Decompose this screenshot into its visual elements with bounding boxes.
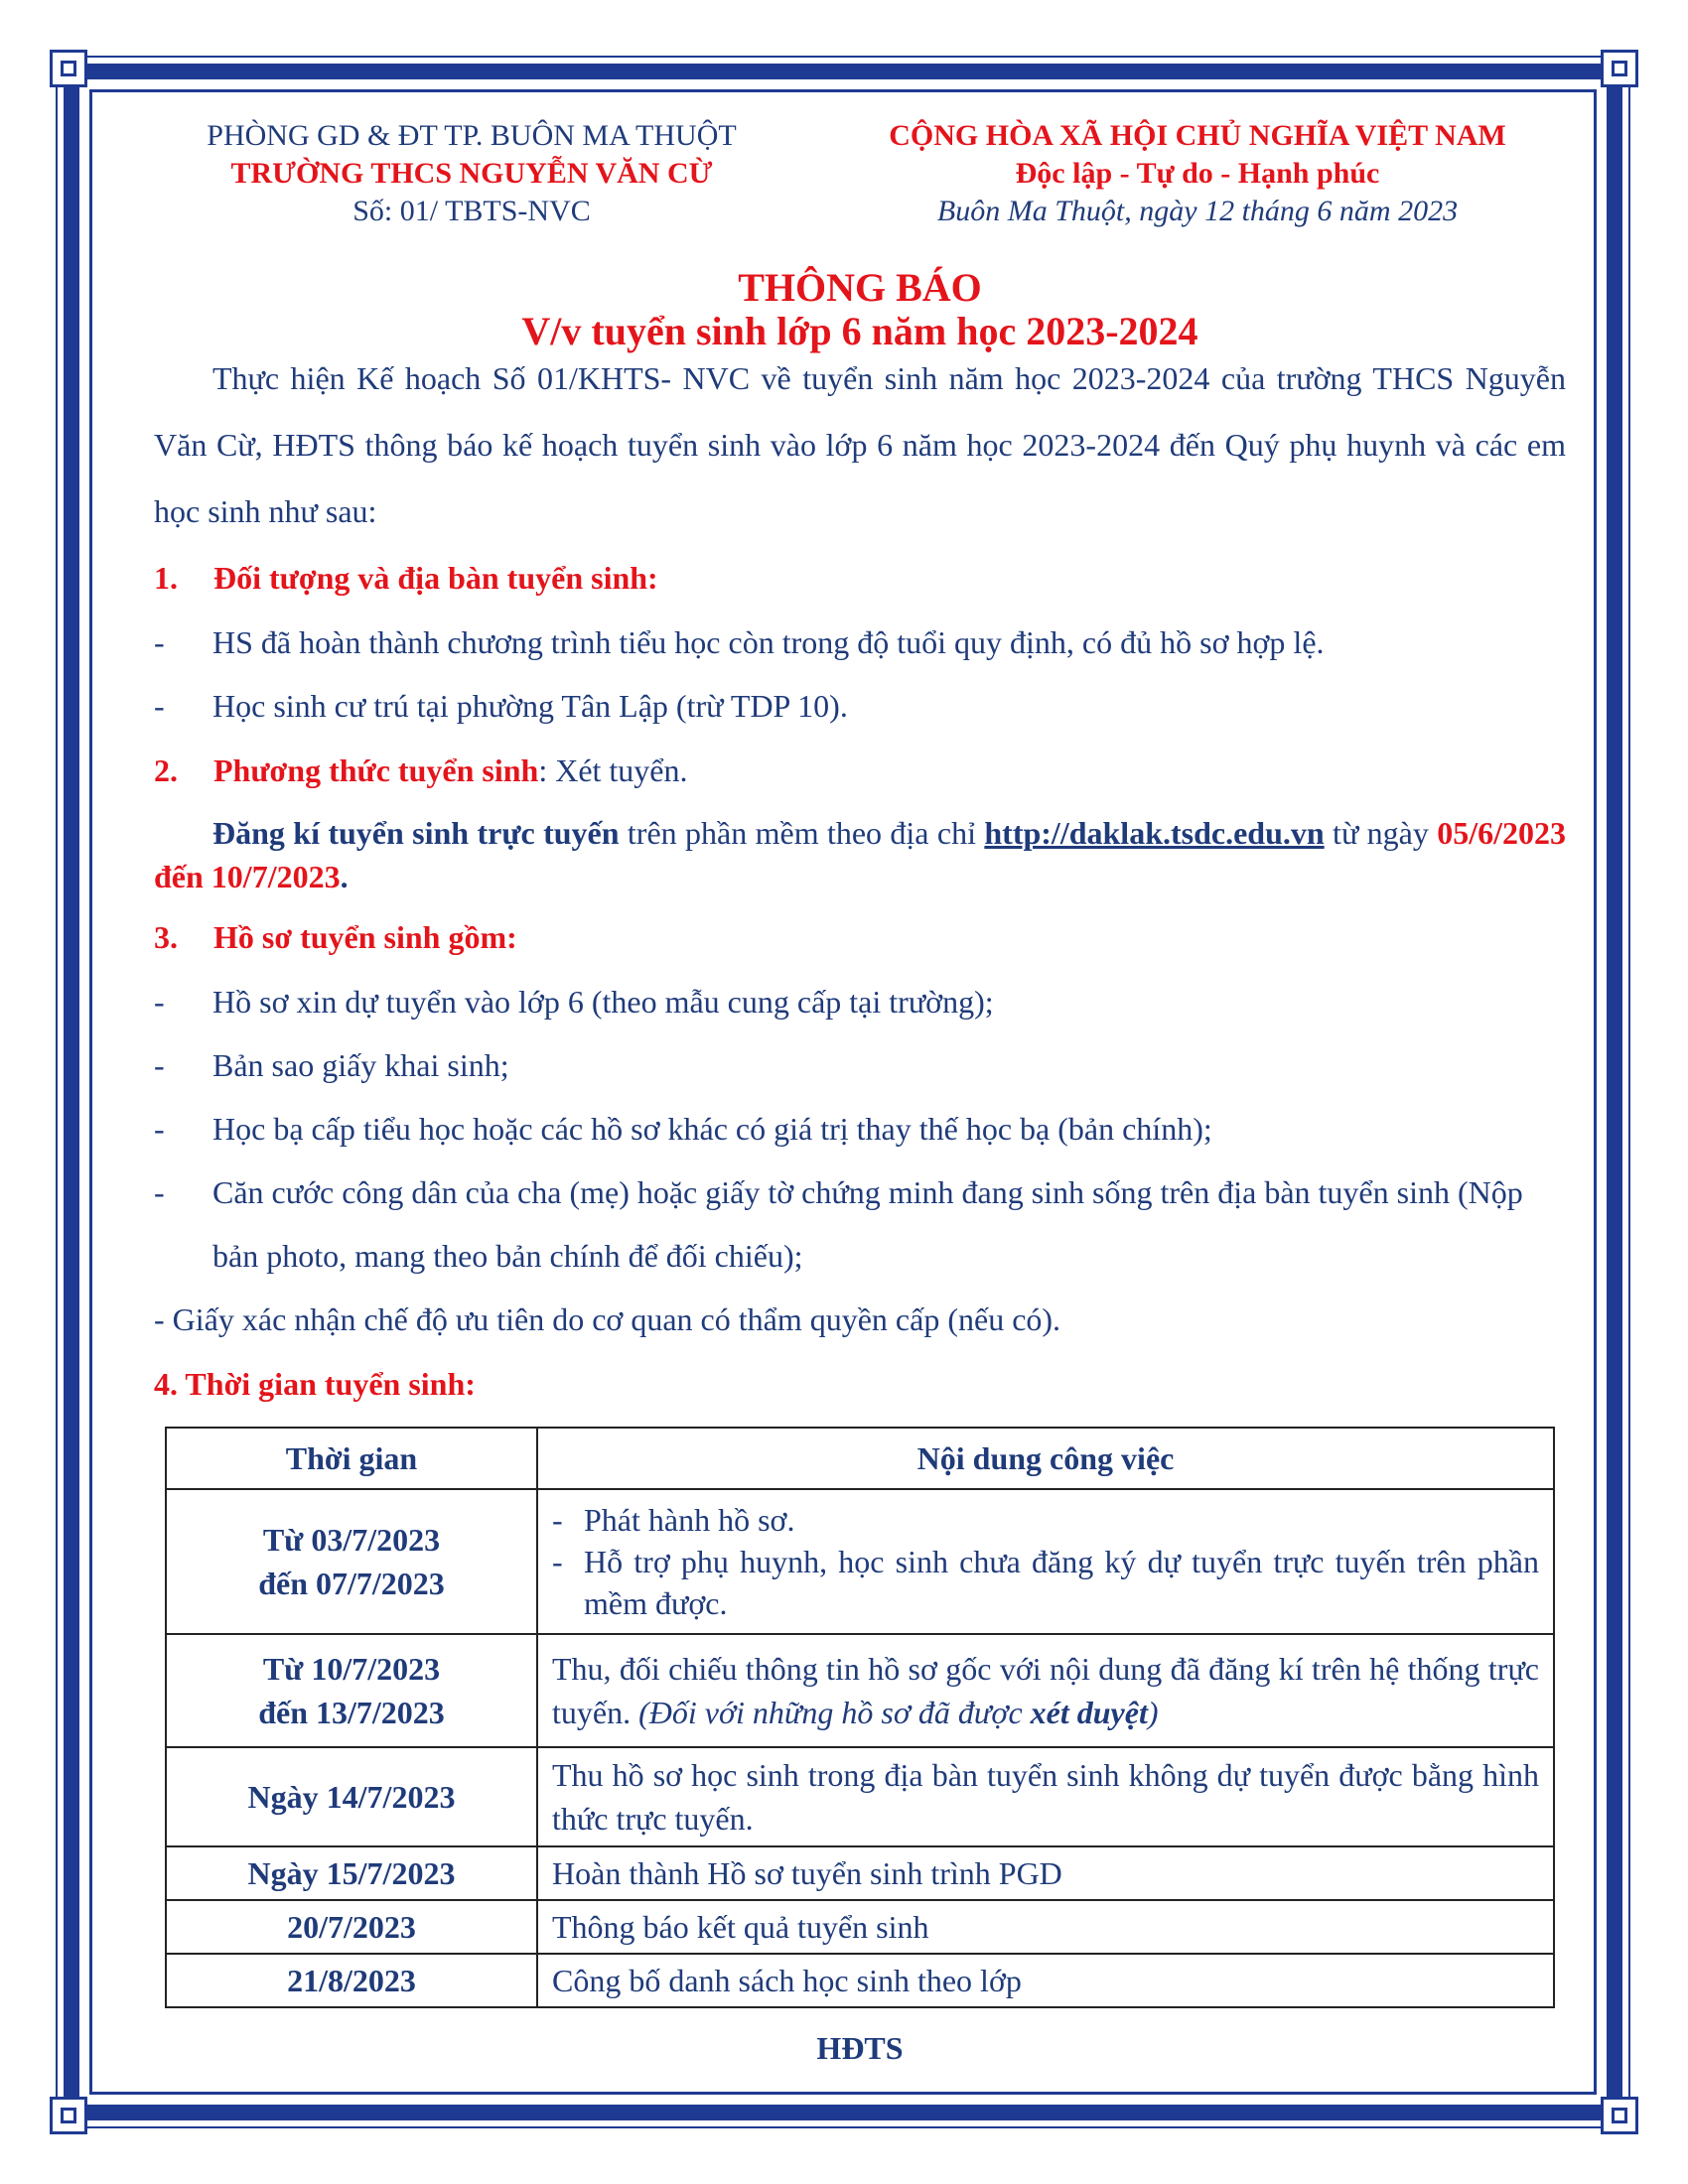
list-item: - HS đã hoàn thành chương trình tiểu học còn trong độ tuổi quy định, có đủ hồ sơ hợp lệ. bbox=[154, 624, 1325, 660]
time-line: Từ 10/7/2023 bbox=[262, 1651, 441, 1687]
content-bullet-text: Phát hành hồ sơ. bbox=[584, 1502, 795, 1538]
content-bullet-text: Hỗ trợ phụ huynh, học sinh chưa đăng ký dự tuyển trực tuyến trên phần mềm được. bbox=[584, 1544, 1539, 1621]
corner-ornament-top-left bbox=[50, 50, 87, 87]
list-item: - Học bạ cấp tiểu học hoặc các hồ sơ khác có giá trị thay thế học bạ (bản chính); bbox=[154, 1111, 1212, 1147]
list-item-text: Căn cước công dân của cha (mẹ) hoặc giấy tờ chứng minh đang sinh sống trên địa bàn tuyển sinh (Nộp bản photo, mang theo bản chính để đối chiếu); bbox=[212, 1174, 1523, 1274]
place-date: Buôn Ma Thuột, ngày 12 tháng 6 năm 2023 bbox=[936, 195, 1459, 227]
column-header-time: Thời gian bbox=[166, 1428, 537, 1489]
time-line: Từ 03/7/2023 bbox=[262, 1522, 441, 1558]
country-name: CỘNG HÒA XÃ HỘI CHỦ NGHĨA VIỆT NAM bbox=[889, 119, 1506, 152]
content-text: Thu, đối chiếu thông tin hồ sơ gốc với nội dung đã đăng kí trên hệ thống trực tuyến. bbox=[552, 1651, 1539, 1730]
content-bullet: - Hỗ trợ phụ huynh, học sinh chưa đăng ký dự tuyển trực tuyến trên phần mềm được. bbox=[552, 1544, 1539, 1621]
content-cell: Thông báo kết quả tuyển sinh bbox=[537, 1900, 1554, 1954]
school-name: TRƯỜNG THCS NGUYỄN VĂN CỪ bbox=[230, 157, 713, 190]
title-main: THÔNG BÁO bbox=[738, 265, 982, 310]
signature-label: HĐTS bbox=[816, 2030, 904, 2066]
corner-ornament-top-right bbox=[1601, 50, 1638, 87]
content-note-end: ) bbox=[1147, 1695, 1159, 1730]
table-row bbox=[166, 1846, 1554, 1900]
table-header-row bbox=[166, 1428, 1554, 1489]
list-item-text: Học sinh cư trú tại phường Tân Lập (trừ TDP 10). bbox=[212, 688, 848, 724]
corner-ornament-bottom-right bbox=[1601, 2097, 1638, 2134]
document-header bbox=[154, 117, 1566, 236]
corner-ornament-bottom-left bbox=[50, 2097, 87, 2134]
table-row bbox=[166, 1489, 1554, 1634]
content-cell: Công bố danh sách học sinh theo lớp bbox=[537, 1954, 1554, 2007]
list-item: - Học sinh cư trú tại phường Tân Lập (trừ TDP 10). bbox=[154, 688, 848, 724]
department-name: PHÒNG GD & ĐT TP. BUÔN MA THUỘT bbox=[207, 119, 737, 152]
section-1-title: Đối tượng và địa bàn tuyển sinh: bbox=[213, 560, 658, 596]
registration-label: Đăng kí tuyển sinh trực tuyến bbox=[212, 815, 620, 851]
registration-end: . bbox=[340, 859, 349, 894]
time-cell: 21/8/2023 bbox=[166, 1954, 537, 2007]
content-cell: Hoàn thành Hồ sơ tuyển sinh trình PGD bbox=[537, 1846, 1554, 1900]
time-cell: 20/7/2023 bbox=[166, 1900, 537, 1954]
list-item-text: Hồ sơ xin dự tuyển vào lớp 6 (theo mẫu cung cấp tại trường); bbox=[212, 984, 994, 1020]
list-item: - Bản sao giấy khai sinh; bbox=[154, 1047, 509, 1083]
table-row bbox=[166, 1900, 1554, 1954]
list-item: - Căn cước công dân của cha (mẹ) hoặc giấy tờ chứng minh đang sinh sống trên địa bàn tuyển sinh (Nộp bản photo, mang theo bản chính để đối chiếu); bbox=[154, 1174, 1523, 1274]
column-header-content: Nội dung công việc bbox=[537, 1428, 1554, 1489]
issuer-block bbox=[154, 117, 789, 230]
time-cell: Ngày 14/7/2023 bbox=[166, 1747, 537, 1846]
list-item-text: Học bạ cấp tiểu học hoặc các hồ sơ khác có giá trị thay thế học bạ (bản chính); bbox=[212, 1111, 1212, 1147]
content-note: (Đối với những hồ sơ đã được bbox=[638, 1695, 1031, 1730]
registration-link[interactable]: http://daklak.tsdc.edu.vn bbox=[984, 815, 1325, 851]
section-3-title: Hồ sơ tuyển sinh gồm: bbox=[213, 919, 517, 955]
list-item: - Hồ sơ xin dự tuyển vào lớp 6 (theo mẫu cung cấp tại trường); bbox=[154, 984, 994, 1020]
time-line: đến 13/7/2023 bbox=[258, 1695, 445, 1730]
content-bullet: - Phát hành hồ sơ. bbox=[552, 1502, 795, 1538]
section-2-title: Phương thức tuyển sinh bbox=[213, 752, 539, 788]
registration-dates: 05/6/2023 đến 10/7/2023 bbox=[154, 815, 1567, 894]
motto: Độc lập - Tự do - Hạnh phúc bbox=[1015, 157, 1380, 190]
list-item-extra: - Giấy xác nhận chế độ ưu tiên do cơ quan có thẩm quyền cấp (nếu có). bbox=[154, 1301, 1061, 1337]
title-subject: V/v tuyển sinh lớp 6 năm học 2023-2024 bbox=[521, 309, 1198, 353]
section-1-heading bbox=[154, 545, 1566, 611]
intro-paragraph: Thực hiện Kế hoạch Số 01/KHTS- NVC về tuyển sinh năm học 2023-2024 của trường THCS Nguyễn Văn Cừ, HĐTS thông báo kế hoạch tuyển sinh vào lớp 6 năm học 2023-2024 đến Quý phụ huynh và các em học sinh như sau: bbox=[154, 360, 1566, 529]
section-3-number: 3. bbox=[154, 919, 178, 955]
section-2-number: 2. bbox=[154, 752, 178, 788]
time-cell bbox=[166, 1489, 537, 1634]
time-line: đến 07/7/2023 bbox=[258, 1566, 445, 1601]
schedule-table bbox=[165, 1427, 1555, 2008]
document-title bbox=[154, 266, 1566, 353]
content-cell bbox=[537, 1634, 1554, 1747]
time-cell: Ngày 15/7/2023 bbox=[166, 1846, 537, 1900]
section-4-heading: 4. Thời gian tuyển sinh: bbox=[154, 1366, 476, 1402]
section-2-heading bbox=[154, 738, 1566, 803]
table-row bbox=[166, 1747, 1554, 1846]
section-3-heading bbox=[154, 904, 1566, 970]
section-2-separator: : bbox=[538, 752, 548, 788]
time-cell bbox=[166, 1634, 537, 1747]
table-row bbox=[166, 1954, 1554, 2007]
content-cell: Thu hồ sơ học sinh trong địa bàn tuyển sinh không dự tuyển được bằng hình thức trực tuyến. bbox=[537, 1747, 1554, 1846]
national-motto-block bbox=[829, 117, 1566, 230]
registration-text: trên phần mềm theo địa chỉ bbox=[619, 815, 985, 851]
list-item-text: HS đã hoàn thành chương trình tiểu học còn trong độ tuổi quy định, có đủ hồ sơ hợp lệ. bbox=[212, 624, 1325, 660]
registration-after: từ ngày bbox=[1324, 815, 1438, 851]
document-number: Số: 01/ TBTS-NVC bbox=[352, 195, 591, 227]
content-note-emphasis: xét duyệt bbox=[1030, 1695, 1148, 1730]
content-cell bbox=[537, 1489, 1554, 1634]
list-item-text: Bản sao giấy khai sinh; bbox=[212, 1047, 509, 1083]
document-content bbox=[154, 117, 1566, 2067]
section-1-number: 1. bbox=[154, 560, 178, 596]
section-2-value: Xét tuyển. bbox=[547, 752, 688, 788]
registration-paragraph bbox=[154, 811, 1566, 898]
table-row bbox=[166, 1634, 1554, 1747]
